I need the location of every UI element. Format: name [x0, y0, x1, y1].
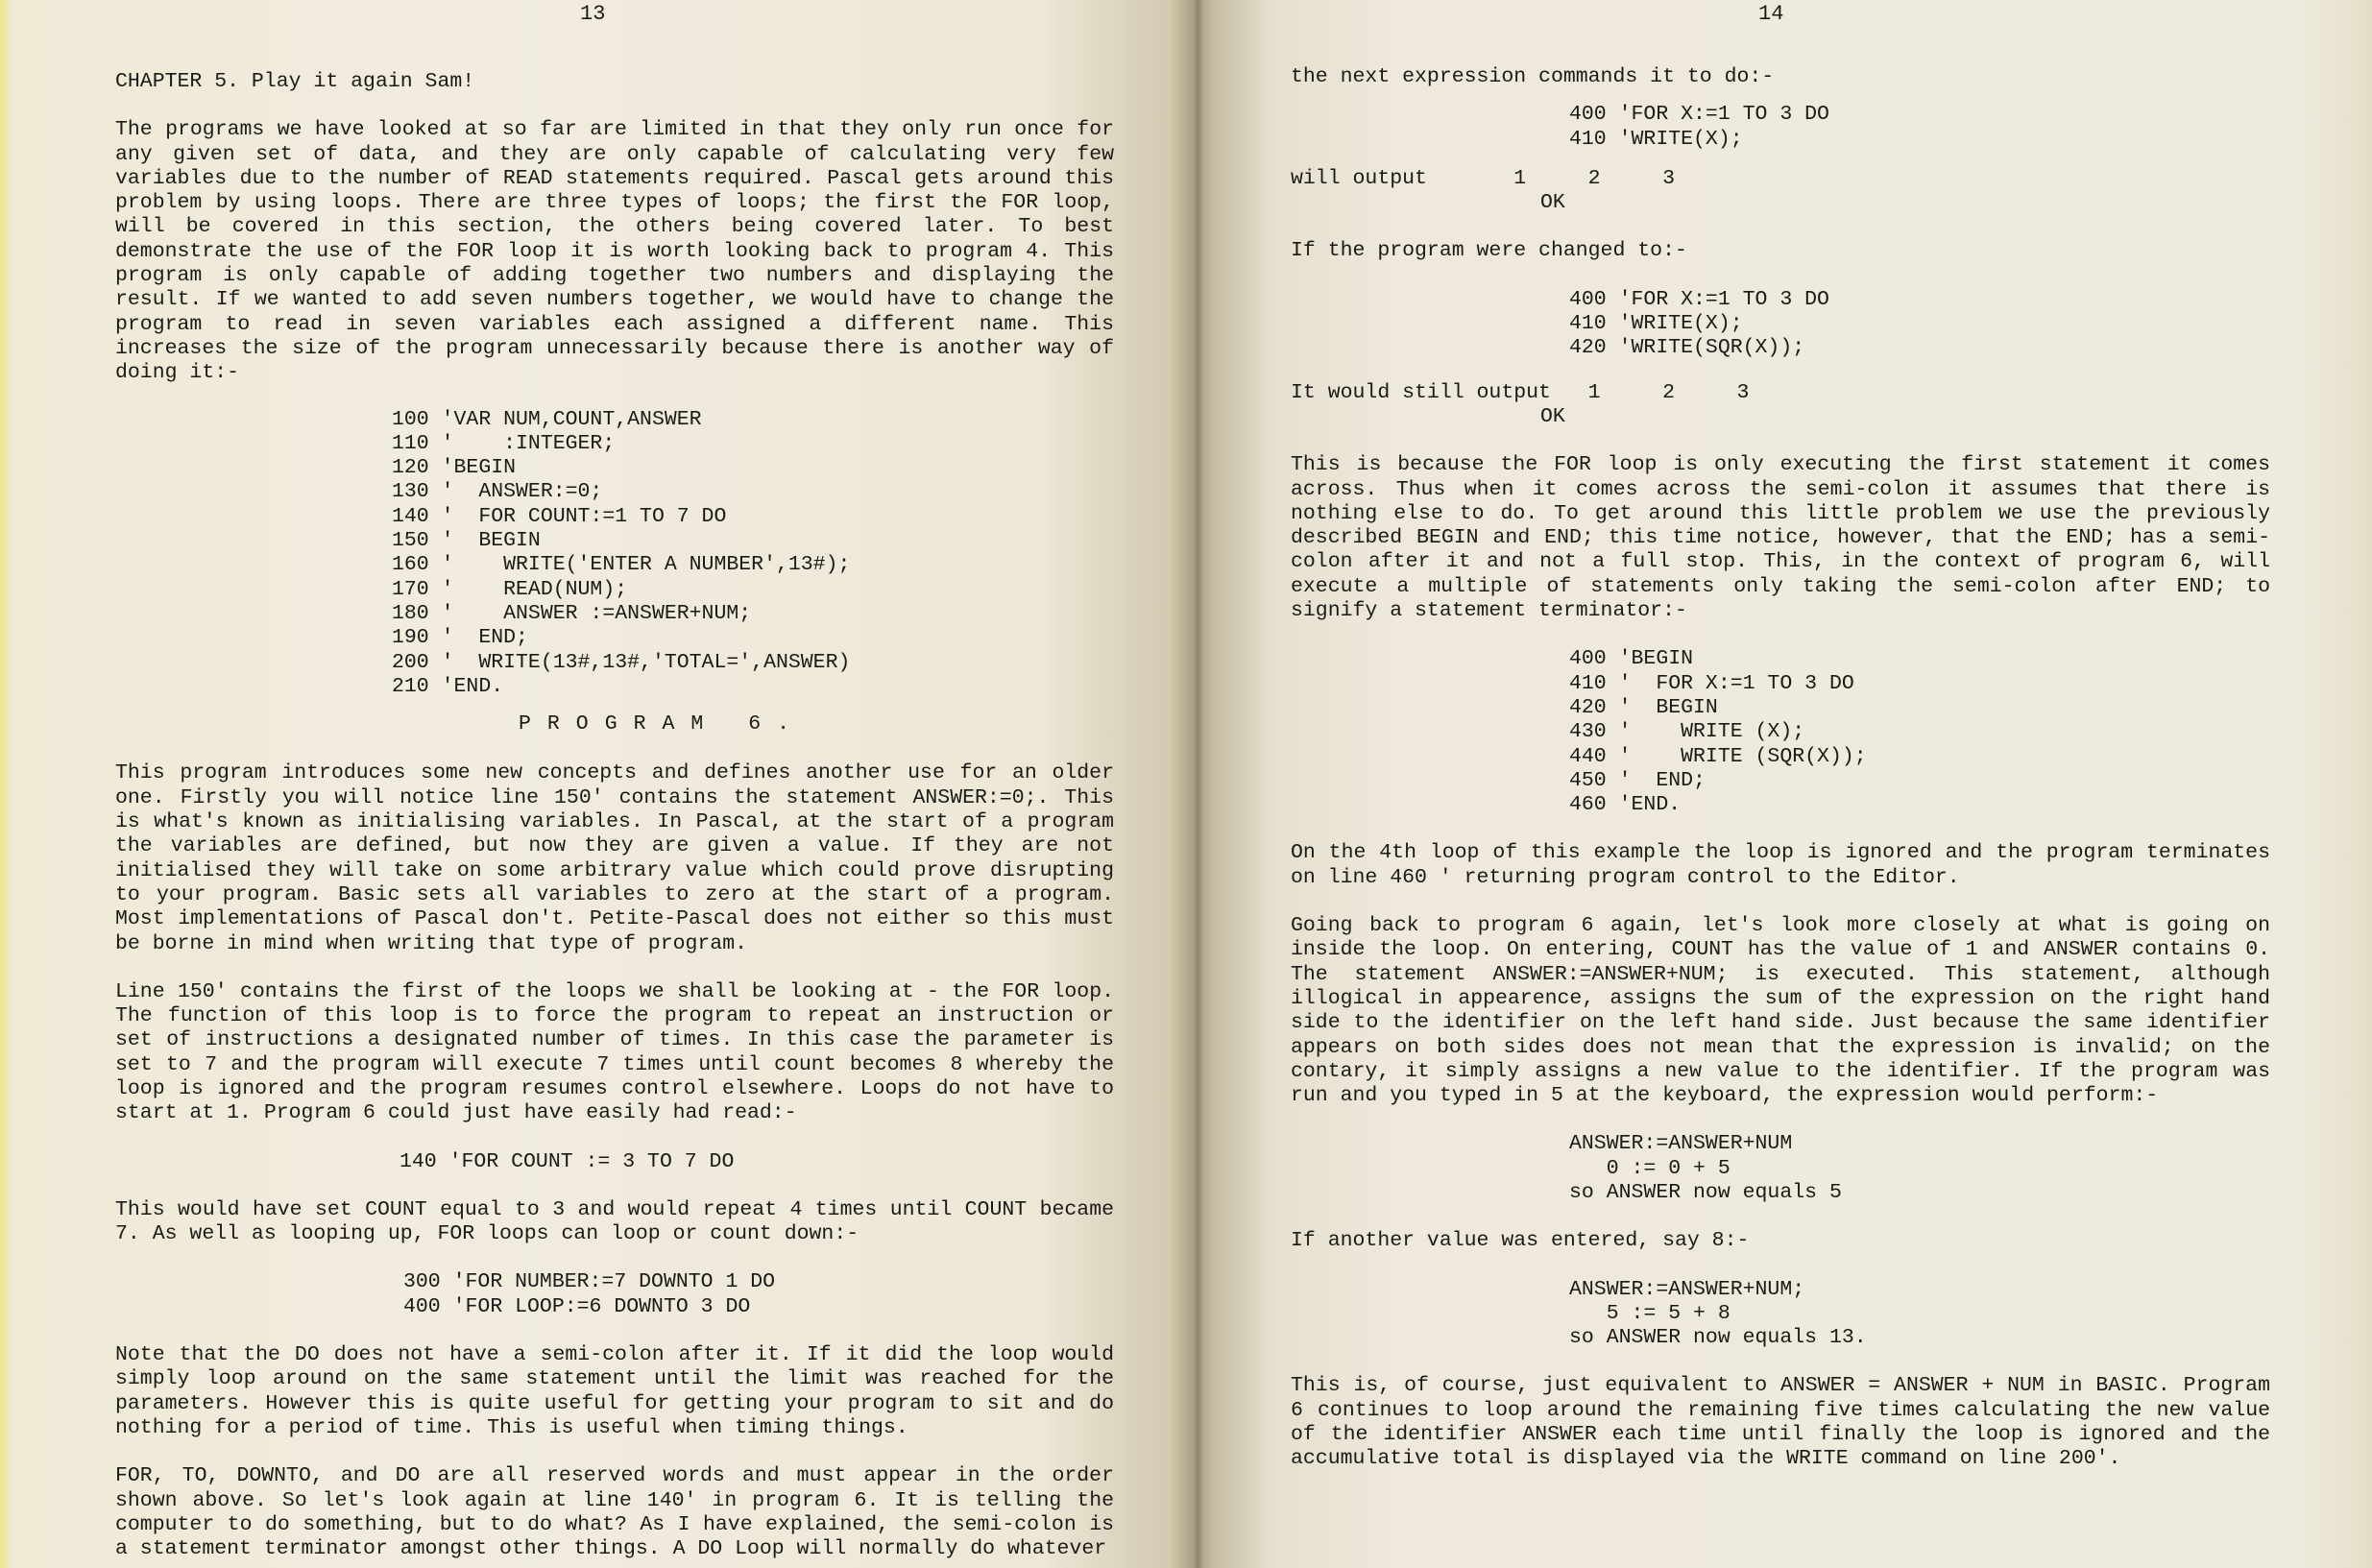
- left-page: [0, 0, 1181, 1568]
- code-line: 400 'FOR X:=1 TO 3 DO: [1569, 103, 1829, 127]
- code-line: 410 'WRITE(X);: [1569, 312, 1743, 336]
- code-line: 170 ' READ(NUM);: [392, 577, 628, 601]
- chapter-title: CHAPTER 5. Play it again Sam!: [115, 70, 475, 93]
- left-page-body: [115, 70, 1114, 1561]
- code-line: 180 ' ANSWER :=ANSWER+NUM;: [392, 601, 752, 625]
- code-line: 410 ' FOR X:=1 TO 3 DO: [1569, 671, 1854, 695]
- code-line: 120 'BEGIN: [392, 456, 517, 480]
- code-block-b: [1291, 288, 2270, 361]
- program-6-listing: [115, 408, 1114, 700]
- paragraph-next-expression: the next expression commands it to do:-: [1291, 65, 1775, 88]
- code-line: 160 ' WRITE('ENTER A NUMBER',13#);: [392, 553, 851, 577]
- example-line: 5 := 5 + 8: [1569, 1301, 1731, 1325]
- example-line: ANSWER:=ANSWER+NUM: [1569, 1132, 1793, 1156]
- paragraph-count-down: This would have set COUNT equal to 3 and would repeat 4 times until COUNT became 7. As well as looping up, FOR loops can loop or count down:-: [115, 1197, 1114, 1246]
- code-block-c: [1291, 647, 2270, 817]
- paragraph-basic-equivalent: This is, of course, just equivalent to ANSWER = ANSWER + NUM in BASIC. Program 6 continues to loop around the remaining five times calculating the new value of the identifier ANSWER each time until finally the loop is ignored and the accumulative total is displayed via the WRITE command on line 200'.: [1291, 1374, 2270, 1471]
- paragraph-another-value: If another value was entered, say 8:-: [1291, 1229, 1750, 1253]
- paragraph-initialising: This program introduces some new concepts and defines another use for an older one. Firstly you will notice line 150' contains the statement ANSWER:=0;. This is what's known as initialising variables. In Pascal, at the start of a program the variables are defined, but now they are given a value. If they are not initialised they will take on some arbitrary value which could prove disrupting to your program. Basic sets all variables to zero at the start of a program. Most implementations of Pascal don't. Petite-Pascal does not either so this must be borne in mind when writing that type of program.: [115, 761, 1114, 955]
- code-line: 420 ' BEGIN: [1569, 695, 1718, 719]
- code-block-a: [1291, 103, 2270, 152]
- example-block-1: [1291, 1132, 2270, 1205]
- downto-listing: [115, 1270, 1114, 1319]
- code-line: 430 ' WRITE (X);: [1569, 720, 1805, 744]
- code-line: 110 ' :INTEGER;: [392, 431, 616, 455]
- code-line: 130 ' ANSWER:=0;: [392, 480, 603, 504]
- paragraph-for-loop: Line 150' contains the first of the loops we shall be looking at - the FOR loop. The function of this loop is to force the program to repeat an instruction or set of instructions a designated number of times. In this case the parameter is set to 7 and the program will execute 7 times until count becomes 8 whereby the loop is ignored and the program resumes control elsewhere. Loops do not have to start at 1. Program 6 could just have easily had read:-: [115, 979, 1114, 1125]
- code-line: 460 'END.: [1569, 793, 1682, 817]
- code-line: 420 'WRITE(SQR(X));: [1569, 336, 1805, 360]
- paragraph-reserved-words: FOR, TO, DOWNTO, and DO are all reserved words and must appear in the order shown above. So let's look again at line 140' in program 6. It is telling the computer to do something, but to do what? As I have explained, the semi-colon is a statement terminator amongst other things. A DO Loop will normally do whatever: [115, 1464, 1114, 1561]
- right-page: [1212, 0, 2372, 1568]
- output-line-a: will output 1 2 3: [1291, 166, 1675, 190]
- page-number-right: 14: [1758, 2, 1784, 26]
- code-line: 140 ' FOR COUNT:=1 TO 7 DO: [392, 504, 727, 528]
- program-label: PROGRAM 6.: [519, 712, 807, 736]
- paragraph-semicolon-note: Note that the DO does not have a semi-colon after it. If it did the loop would simply loop around on the same statement until the limit was reached for the parameters. However this is quite useful for getting your program to sit and do nothing for a period of time. This is useful when timing things.: [115, 1343, 1114, 1439]
- page-number-left: 13: [580, 2, 606, 26]
- right-page-body: [1291, 65, 2270, 1472]
- code-line: 300 'FOR NUMBER:=7 DOWNTO 1 DO: [403, 1270, 776, 1294]
- code-line: 400 'FOR LOOP:=6 DOWNTO 3 DO: [403, 1294, 751, 1318]
- example-block-2: [1291, 1278, 2270, 1351]
- paragraph-program-changed: If the program were changed to:-: [1291, 239, 1687, 263]
- code-line: 200 ' WRITE(13#,13#,'TOTAL=',ANSWER): [392, 650, 851, 674]
- code-line-140: 140 'FOR COUNT := 3 TO 7 DO: [399, 1149, 735, 1173]
- code-line: 440 ' WRITE (SQR(X));: [1569, 744, 1867, 768]
- output-line-b: It would still output 1 2 3: [1291, 380, 1750, 404]
- intro-paragraph: The programs we have looked at so far are limited in that they only run once for any given set of data, and they are only capable of calculating very few variables due to the number of READ statements required. Pascal gets around this problem by using loops. There are three types of loops; the first the FOR loop, will be covered in this section, the others being covered later. To best demonstrate the use of the FOR loop it is worth looking back to program 4. This program is only capable of adding together two numbers and displaying the result. If we wanted to add seven numbers together, we would have to change the program to read in seven variables each assigned a different name. This increases the size of the program unnecessarily because there is another way of doing it:-: [115, 118, 1114, 385]
- code-line: 400 'BEGIN: [1569, 647, 1694, 671]
- example-line: so ANSWER now equals 5: [1569, 1180, 1842, 1204]
- paragraph-4th-loop: On the 4th loop of this example the loop is ignored and the program terminates on line 460 ' returning program control to the Editor.: [1291, 841, 2270, 889]
- code-line: 100 'VAR NUM,COUNT,ANSWER: [392, 407, 702, 431]
- code-line: 210 'END.: [392, 674, 504, 698]
- code-line: 190 ' END;: [392, 626, 528, 650]
- example-line: ANSWER:=ANSWER+NUM;: [1569, 1277, 1805, 1301]
- paragraph-because: This is because the FOR loop is only executing the first statement it comes across. Thus when it comes across the semi-colon it assumes that there is nothing else to do. To get around this little problem we use the previously described BEGIN and END; this time notice, however, that the END; has a semi-colon after it and not a full stop. This, in the context of program 6, will execute a multiple of statements only taking the semi-colon after END; to signify a statement terminator:-: [1291, 453, 2270, 623]
- code-line: 450 ' END;: [1569, 768, 1706, 792]
- code-line: 410 'WRITE(X);: [1569, 127, 1743, 151]
- ok-a: OK: [1540, 191, 1565, 215]
- example-line: so ANSWER now equals 13.: [1569, 1326, 1867, 1350]
- paragraph-going-back: Going back to program 6 again, let's look more closely at what is going on inside the loop. On entering, COUNT has the value of 1 and ANSWER contains 0. The statement ANSWER:=ANSWER+NUM; is executed. This statement, although illogical in appearence, assigns the sum of the expression on the right hand side to the identifier on the left hand side. Just because the same identifier appears on both sides does not mean that the expression is invalid; on the contary, it simply assigns a new value to the identifier. If the program was run and you typed in 5 at the keyboard, the expression would perform:-: [1291, 914, 2270, 1108]
- ok-b: OK: [1540, 404, 1565, 428]
- example-line: 0 := 0 + 5: [1569, 1156, 1731, 1180]
- code-line: 150 ' BEGIN: [392, 529, 541, 553]
- code-line: 400 'FOR X:=1 TO 3 DO: [1569, 287, 1829, 311]
